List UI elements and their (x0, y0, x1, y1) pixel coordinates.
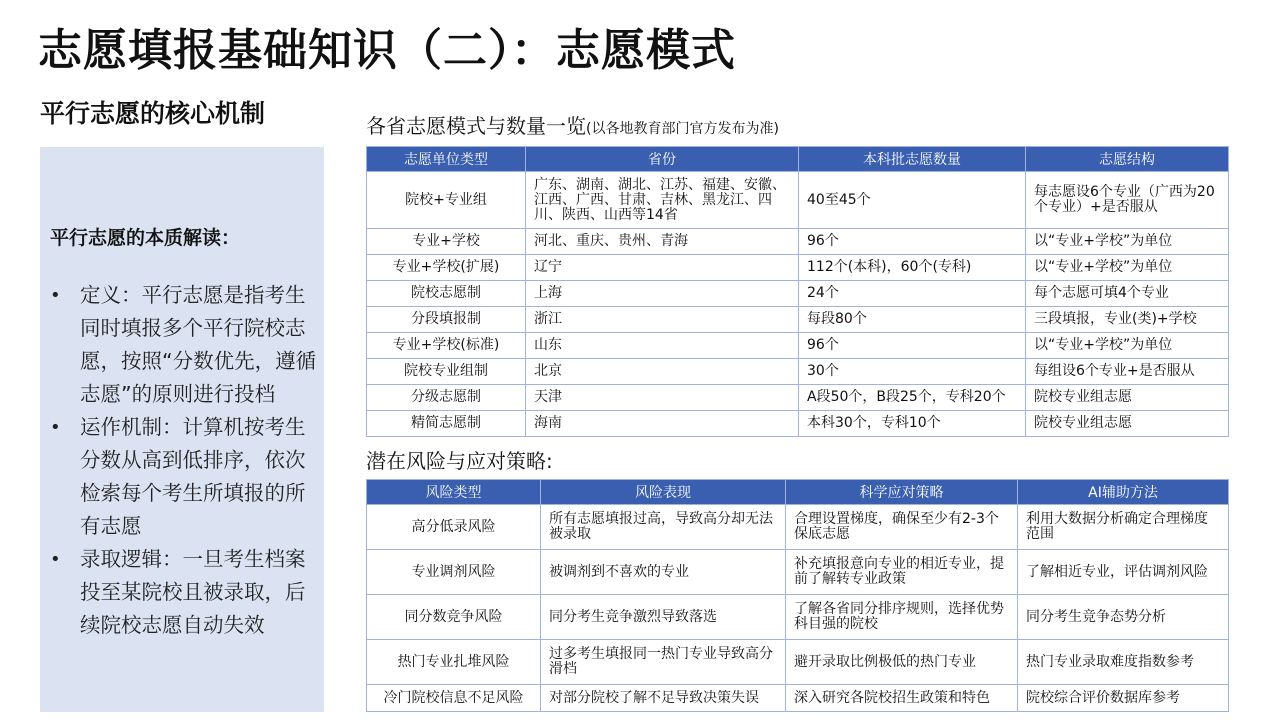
table-cell: 院校综合评价数据库参考 (1018, 685, 1229, 712)
table-cell: 专业+学校(扩展) (367, 255, 526, 281)
table-cell: 40至45个 (799, 172, 1026, 229)
table-cell: 30个 (799, 359, 1026, 385)
table-cell: 山东 (526, 333, 799, 359)
table-cell: 了解各省同分排序规则，选择优势科目强的院校 (786, 595, 1018, 640)
table-cell: 冷门院校信息不足风险 (367, 685, 541, 712)
header-cell: 志愿结构 (1026, 147, 1229, 172)
table-cell: 每个志愿可填4个专业 (1026, 281, 1229, 307)
table-cell: 利用大数据分析确定合理梯度范围 (1018, 505, 1229, 550)
table-cell: 专业+学校 (367, 229, 526, 255)
table-cell: 分段填报制 (367, 307, 526, 333)
section-subtitle: 平行志愿的核心机制 (40, 99, 266, 128)
header-cell: AI辅助方法 (1018, 480, 1229, 505)
table-row (367, 685, 1229, 712)
table-cell: 分级志愿制 (367, 385, 526, 411)
table-row (367, 550, 1229, 595)
table1-note: (以各地教育部门官方发布为准) (586, 121, 779, 137)
table-cell: 同分考生竞争态势分析 (1018, 595, 1229, 640)
table-cell: A段50个，B段25个，专科20个 (799, 385, 1026, 411)
table-row (367, 640, 1229, 685)
table2-title: 潜在风险与应对策略: (366, 449, 553, 473)
table-cell: 24个 (799, 281, 1026, 307)
bullet-mechanism: • 运作机制：计算机按考生分数从高到低排序，依次检索每个考生所填报的所有志愿 (40, 411, 324, 543)
table-header-row (367, 147, 1229, 172)
table-cell: 深入研究各院校招生政策和特色 (786, 685, 1018, 712)
header-cell: 省份 (526, 147, 799, 172)
table-cell: 院校+专业组 (367, 172, 526, 229)
header-cell: 风险类型 (367, 480, 541, 505)
table-row (367, 385, 1229, 411)
table-cell: 专业调剂风险 (367, 550, 541, 595)
table-cell: 96个 (799, 229, 1026, 255)
table-row (367, 359, 1229, 385)
table-cell: 112个(本科)，60个(专科) (799, 255, 1026, 281)
table-cell: 对部分院校了解不足导致决策失误 (541, 685, 786, 712)
table-cell: 上海 (526, 281, 799, 307)
table-row (367, 229, 1229, 255)
table-cell: 浙江 (526, 307, 799, 333)
table-row (367, 505, 1229, 550)
table-row (367, 595, 1229, 640)
table-cell: 避开录取比例极低的热门专业 (786, 640, 1018, 685)
table-cell: 以“专业+学校”为单位 (1026, 255, 1229, 281)
table-row (367, 281, 1229, 307)
table-cell: 热门专业扎堆风险 (367, 640, 541, 685)
table-cell: 北京 (526, 359, 799, 385)
table-cell: 广东、湖南、湖北、江苏、福建、安徽、江西、广西、甘肃、吉林、黑龙江、四川、陕西、山西等14省 (526, 172, 799, 229)
table-cell: 了解相近专业，评估调剂风险 (1018, 550, 1229, 595)
table-row (367, 172, 1229, 229)
sidebar-heading: 平行志愿的本质解读： (50, 227, 241, 249)
table-header-row (367, 480, 1229, 505)
bullet-list (40, 279, 324, 642)
table-cell: 以“专业+学校”为单位 (1026, 333, 1229, 359)
header-cell: 志愿单位类型 (367, 147, 526, 172)
table-cell: 海南 (526, 411, 799, 437)
table-row (367, 307, 1229, 333)
table-cell: 专业+学校(标准) (367, 333, 526, 359)
table-cell: 每组设6个专业+是否服从 (1026, 359, 1229, 385)
table-row (367, 333, 1229, 359)
table1-title (366, 110, 779, 139)
table1-title-text: 各省志愿模式与数量一览 (366, 114, 586, 138)
table-cell: 本科30个，专科10个 (799, 411, 1026, 437)
page-title: 志愿填报基础知识（二）：志愿模式 (38, 25, 736, 76)
table-cell: 精简志愿制 (367, 411, 526, 437)
table-cell: 所有志愿填报过高，导致高分却无法被录取 (541, 505, 786, 550)
table-cell: 高分低录风险 (367, 505, 541, 550)
header-cell: 科学应对策略 (786, 480, 1018, 505)
sidebar-panel (40, 147, 324, 712)
table-cell: 被调剂到不喜欢的专业 (541, 550, 786, 595)
header-cell: 本科批志愿数量 (799, 147, 1026, 172)
table-cell: 河北、重庆、贵州、青海 (526, 229, 799, 255)
table-cell: 合理设置梯度，确保至少有2-3个保底志愿 (786, 505, 1018, 550)
table-cell: 每段80个 (799, 307, 1026, 333)
table-cell: 每志愿设6个专业（广西为20个专业）+是否服从 (1026, 172, 1229, 229)
table-cell: 院校志愿制 (367, 281, 526, 307)
bullet-definition: • 定义：平行志愿是指考生同时填报多个平行院校志愿，按照“分数优先，遵循志愿”的原则进行投档 (40, 279, 324, 411)
risk-strategy-table (366, 479, 1229, 712)
table-cell: 天津 (526, 385, 799, 411)
table-cell: 以“专业+学校”为单位 (1026, 229, 1229, 255)
table-cell: 同分数竞争风险 (367, 595, 541, 640)
table-cell: 院校专业组志愿 (1026, 385, 1229, 411)
table-cell: 热门专业录取难度指数参考 (1018, 640, 1229, 685)
table-cell: 院校专业组志愿 (1026, 411, 1229, 437)
table-cell: 辽宁 (526, 255, 799, 281)
bullet-admission-logic: • 录取逻辑：一旦考生档案投至某院校且被录取，后续院校志愿自动失效 (40, 543, 324, 642)
table-cell: 三段填报，专业(类)+学校 (1026, 307, 1229, 333)
header-cell: 风险表现 (541, 480, 786, 505)
table-cell: 补充填报意向专业的相近专业，提前了解转专业政策 (786, 550, 1018, 595)
table-cell: 96个 (799, 333, 1026, 359)
province-mode-table (366, 146, 1229, 437)
table-row (367, 255, 1229, 281)
table-cell: 过多考生填报同一热门专业导致高分滑档 (541, 640, 786, 685)
table-row (367, 411, 1229, 437)
table-cell: 院校专业组制 (367, 359, 526, 385)
table-cell: 同分考生竞争激烈导致落选 (541, 595, 786, 640)
